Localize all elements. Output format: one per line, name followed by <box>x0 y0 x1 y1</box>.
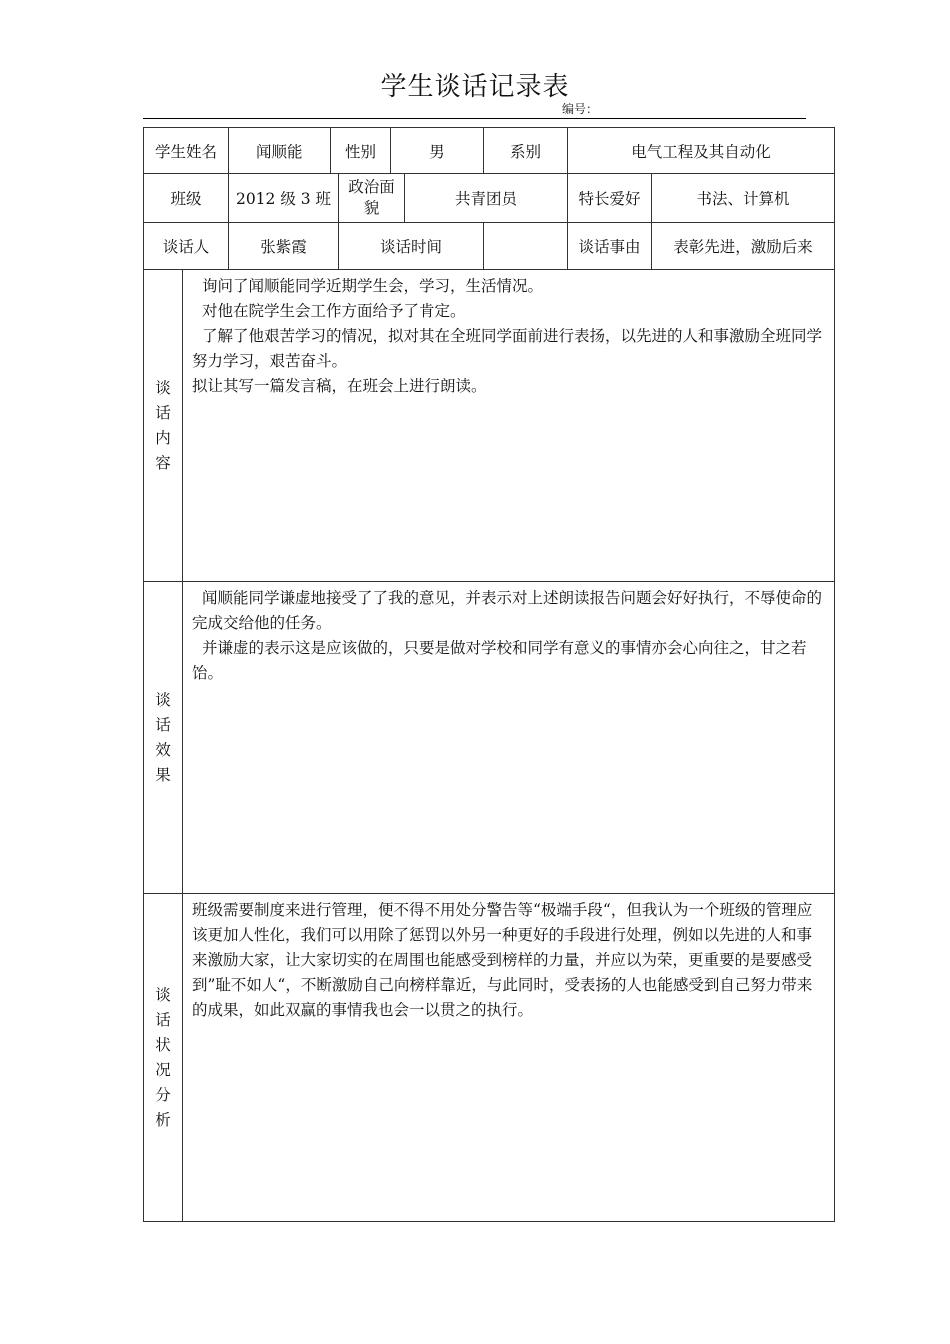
hobby-value: 书法、计算机 <box>651 173 835 223</box>
political-status-label: 政治面貌 <box>338 173 405 223</box>
talk-effect-label: 谈话效果 <box>143 581 183 894</box>
talk-time-label: 谈话时间 <box>338 222 484 270</box>
form-title: 学生谈话记录表 <box>380 72 570 102</box>
talk-effect-text <box>182 581 835 894</box>
content-line-4: 拟让其写一篇发言稿，在班会上进行朗读。 <box>192 377 487 395</box>
talk-time-value <box>483 222 568 270</box>
analysis-paragraph: 班级需要制度来进行管理，便不得不用处分警告等“极端手段“，但我认为一个班级的管理应该更加人性化，我们可以用除了惩罚以外另一种更好的手段进行处理，例如以先进的人和事来激励大家，让大家切实的在周围也能感受到榜样的力量，并应以为荣，更重要的是要感受到”耻不如人“，不断激励自己向榜样靠近，与此同时，受表扬的人也能感受到自己努力带来的成果，如此双赢的事情我也会一以贯之的执行。 <box>192 901 813 1019</box>
talker-label: 谈话人 <box>143 222 229 270</box>
talker-value: 张紫霞 <box>228 222 339 270</box>
header-rule <box>143 118 806 119</box>
department-value: 电气工程及其自动化 <box>567 127 835 174</box>
serial-number-label: 编号： <box>562 102 599 116</box>
record-table <box>143 127 835 1222</box>
student-name-value: 闻顺能 <box>228 127 476 174</box>
department-label: 系别 <box>483 127 568 174</box>
political-status-value: 共青团员 <box>404 173 568 223</box>
gender-value: 男 <box>390 127 484 174</box>
effect-line-1: 闻顺能同学谦虚地接受了了我的意见，并表示对上述朗读报告问题会好好执行，不辱使命的完成交给他的任务。 <box>192 589 823 632</box>
hobby-label: 特长爱好 <box>567 173 652 223</box>
gender-label: 性别 <box>330 127 391 174</box>
talk-content-label: 谈话内容 <box>143 269 183 582</box>
talk-analysis-text <box>182 893 835 1222</box>
effect-line-2: 并谦虚的表示这是应该做的，只要是做对学校和同学有意义的事情亦会心向往之，甘之若饴。 <box>192 639 807 682</box>
student-name-label: 学生姓名 <box>143 127 229 174</box>
talk-reason-value: 表彰先进，激励后来 <box>651 222 835 270</box>
content-line-1: 询问了闻顺能同学近期学生会，学习，生活情况。 <box>202 277 544 295</box>
class-value: 2012 级 3 班 <box>228 173 339 223</box>
talk-analysis-label: 谈话状况分析 <box>143 893 183 1222</box>
class-label: 班级 <box>143 173 229 223</box>
talk-content-text <box>182 269 835 582</box>
talk-reason-label: 谈话事由 <box>567 222 652 270</box>
content-line-2: 对他在院学生会工作方面给予了肯定。 <box>202 302 466 320</box>
content-line-3: 了解了他艰苦学习的情况，拟对其在全班同学面前进行表扬，以先进的人和事激励全班同学努力学习，艰苦奋斗。 <box>192 327 823 370</box>
